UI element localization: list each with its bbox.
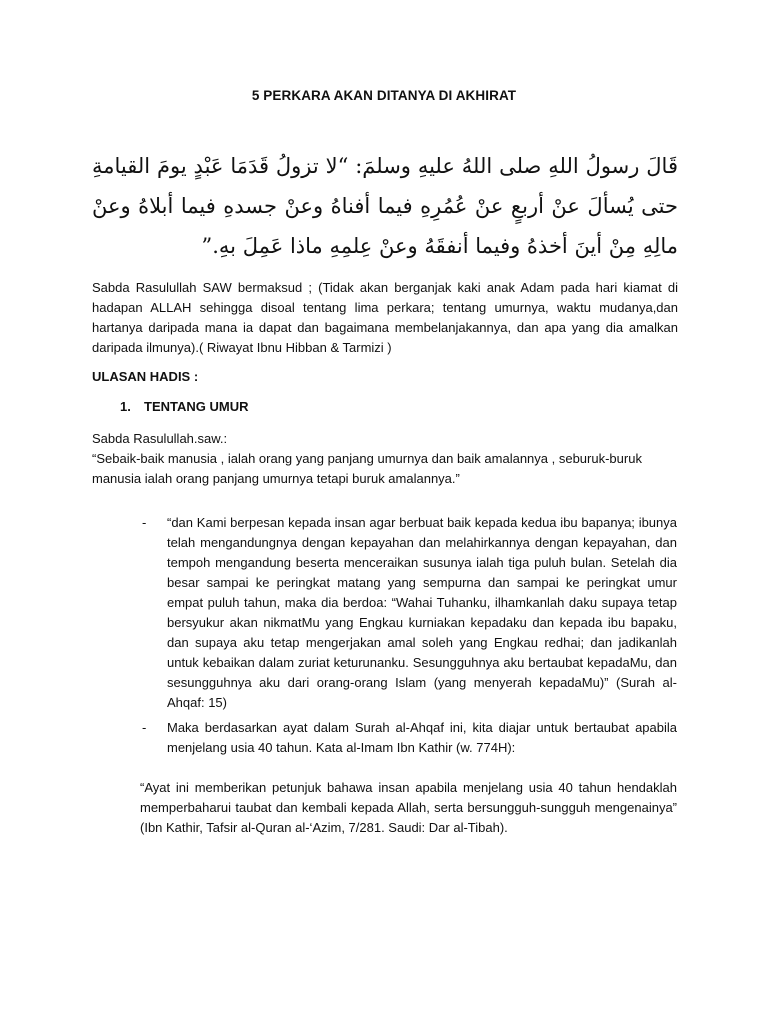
sabda-quote: “Sebaik-baik manusia , ialah orang yang panjang umurnya dan baik amalannya , seburuk-buruk manusia ialah orang panjang umurnya tetapi buruk amalannya.” — [92, 451, 642, 486]
subsection-title: TENTANG UMUR — [144, 399, 249, 414]
section-heading-ulasan-hadis: ULASAN HADIS : — [92, 369, 199, 384]
arabic-hadith-text: قَالَ رسولُ اللهِ صلى اللهُ عليهِ وسلمَ: “لا تزولُ قَدَمَا عَبْدٍ يومَ القيامةِ حتى يُسألَ عنْ أربعٍ عنْ عُمُرِهِ فيما أفناهُ وعنْ جسدهِ فيما أبلاهُ وعنْ مالِهِ مِنْ أينَ أخذهُ وفيما أنفقَهُ وعنْ عِلمِهِ ماذا عَمِلَ بهِ.” — [92, 154, 678, 258]
subsection-heading — [120, 397, 248, 417]
ibn-kathir-quote: “Ayat ini memberikan petunjuk bahawa insan apabila menjelang usia 40 tahun hendaklah memperbaharui taubat dan kembali kepada Allah, serta bersungguh-sungguh mengenainya” (Ibn Kathir, Tafsir al-Quran al-‘Azim, 7/281. Saudi: Dar al-Tibah). — [140, 780, 677, 835]
bullet-marker: - — [142, 515, 147, 530]
bullet-text-taubat: Maka berdasarkan ayat dalam Surah al-Ahqaf ini, kita diajar untuk bertaubat apabila menjelang usia 40 tahun. Kata al-Imam Ibn Kathir (w. 774H): — [167, 720, 677, 755]
subsection-number: 1. — [120, 399, 131, 414]
sabda-intro: Sabda Rasulullah.saw.: — [92, 431, 228, 446]
document-title: 5 PERKARA AKAN DITANYA DI AKHIRAT — [251, 88, 517, 103]
bullet-text-surah-ahqaf: “dan Kami berpesan kepada insan agar berbuat baik kepada kedua ibu bapanya; ibunya telah mengandungnya dengan kepayahan dan melahirkannya dengan kepayahan, dan tempoh mengandung beserta menceraikan susunya ialah tiga puluh bulan. Setelah dia besar sampai ke peringkat matang yang sempurna dan sampai ke peringkat umur empat puluh tahun, maka dia berdoa: “Wahai Tuhanku, ilhamkanlah daku supaya tetap bersyukur akan nikmatMu yang Engkau kurniakan kepadaku dan kepada ibu bapaku, dan supaya aku tetap mengerjakan amal soleh yang Engkau redhai; dan jadikanlah untuk kebaikan dalam zuriat keturunanku. Sesungguhnya aku bertaubat kepadaMu, dan sesungguhnya aku dari orang-orang Islam (yang menyerah kepadaMu)” (Surah al-Ahqaf: 15) — [167, 515, 677, 710]
hadith-translation-paragraph: Sabda Rasulullah SAW bermaksud ; (Tidak akan berganjak kaki anak Adam pada hari kiamat di hadapan ALLAH sehingga disoal tentang lima perkara; tentang umurnya, waktu mudanya,dan hartanya daripada mana ia dapat dan bagaimana membelanjakannya, dan apa yang dia amalkan daripada ilmunya).( Riwayat Ibnu Hibban & Tarmizi ) — [92, 280, 678, 355]
bullet-marker: - — [142, 720, 147, 735]
sabda-block — [92, 429, 682, 489]
